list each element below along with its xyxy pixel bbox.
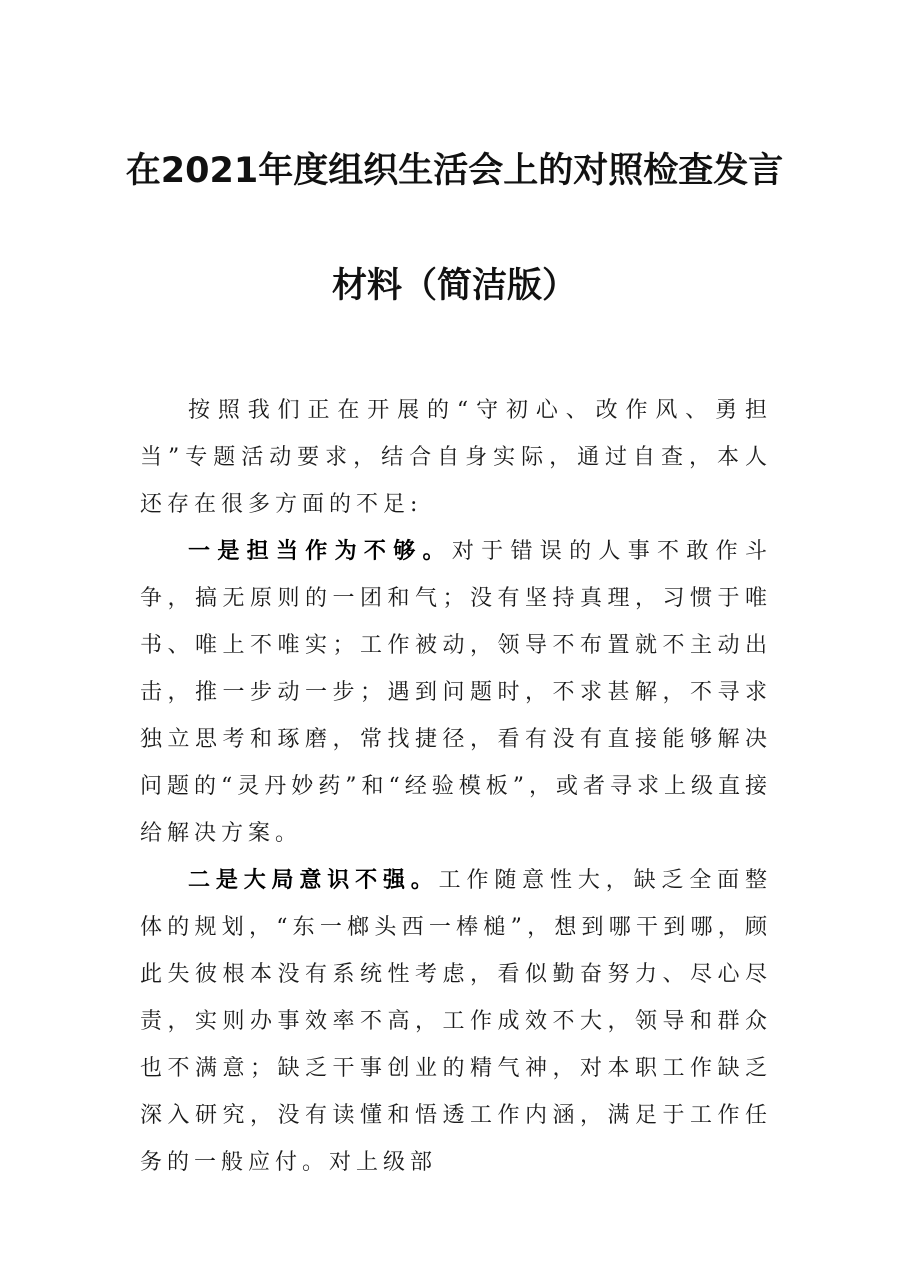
document-body [140,387,772,1186]
section-2-text: 工作随意性大，缺乏全面整体的规划，“东一榔头西一棒槌”，想到哪干到哪，顾此失彼根本没有系统性考虑，看似勤奋努力、尽心尽责，实则办事效率不高，工作成效不大，领导和群众也不满意；缺乏干事创业的精气神，对本职工作缺乏深入研究，没有读懂和悟透工作内涵，满足于工作任务的一般应付。对上级部 [140,868,772,1175]
document-title-line-1: 在2021年度组织生活会上的对照检查发言 [125,151,784,191]
section-paragraph-2 [140,857,772,1186]
document-title-line-2: 材料（简洁版） [331,266,577,306]
section-1-heading: 一是担当作为不够。 [188,538,452,564]
intro-paragraph: 按照我们正在开展的“守初心、改作风、勇担当”专题活动要求，结合自身实际，通过自查，本人还存在很多方面的不足: [140,398,772,517]
section-1-text: 对于错误的人事不敢作斗争，搞无原则的一团和气；没有坚持真理，习惯于唯书、唯上不唯实；工作被动，领导不布置就不主动出击，推一步动一步；遇到问题时，不求甚解，不寻求独立思考和琢磨，常找捷径，看有没有直接能够解决问题的“灵丹妙药”和“经验模板”，或者寻求上级直接给解决方案。 [140,539,772,846]
section-2-heading: 二是大局意识不强。 [188,867,439,893]
section-paragraph-1 [140,528,772,857]
